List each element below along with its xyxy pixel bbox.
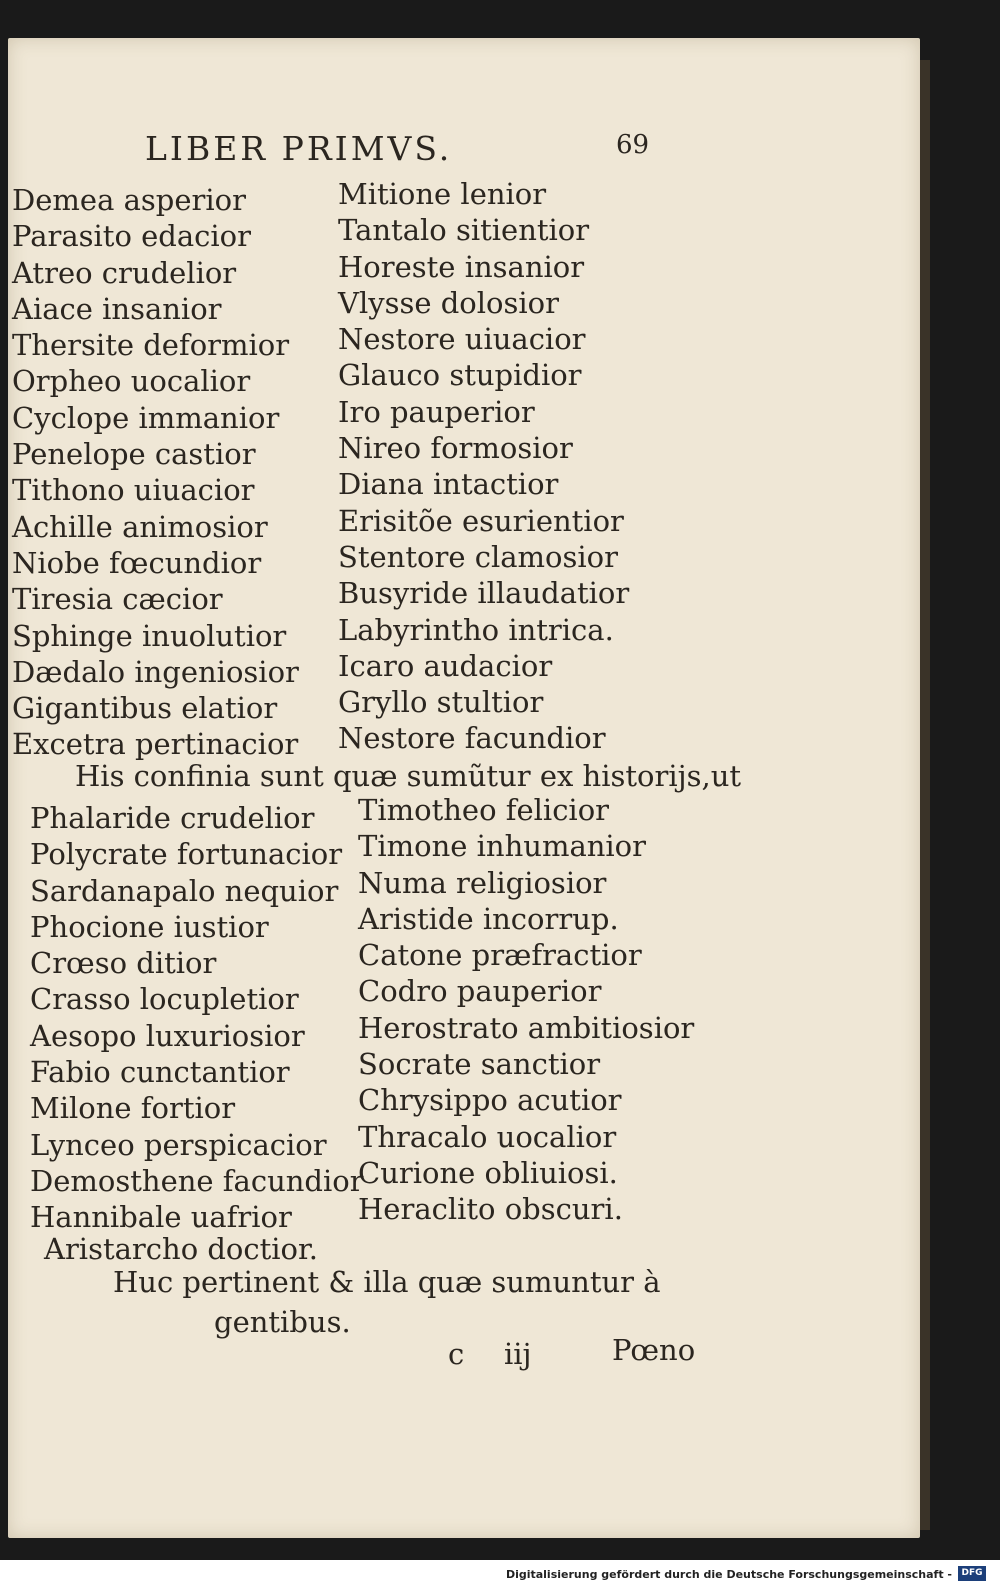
list-item: Phocione iustior xyxy=(30,909,269,944)
page-edge xyxy=(920,60,930,1530)
list-item: Diana intactior xyxy=(338,467,559,502)
list-item: Aiace insanior xyxy=(12,291,222,326)
left-column xyxy=(12,182,299,763)
list-item: Sardanapalo nequior xyxy=(30,873,339,908)
list-item: Icaro audacior xyxy=(338,648,553,683)
list-item: Sphinge inuolutior xyxy=(12,618,287,653)
folio-number: 69 xyxy=(616,130,650,160)
left-column-2 xyxy=(30,800,364,1236)
list-item: Milone fortior xyxy=(30,1091,236,1126)
list-item: Horeste insanior xyxy=(338,249,585,284)
list-item: Phalaride crudelior xyxy=(30,801,315,835)
list-item: Erisitõe esurientior xyxy=(338,503,624,538)
list-item: Gigantibus elatior xyxy=(12,691,278,726)
list-item: Stentore clamosior xyxy=(338,539,618,574)
list-item: Cyclope immanior xyxy=(12,400,280,435)
dfg-logo: DFG xyxy=(958,1566,986,1581)
list-item: Tantalo sitientior xyxy=(338,213,590,248)
list-item: Nestore facundior xyxy=(338,721,606,756)
list-item: Iro pauperior xyxy=(338,394,535,429)
list-item: Chrysippo acutior xyxy=(358,1083,622,1118)
last-entry: Aristarcho doctior. xyxy=(44,1232,318,1266)
list-item: Busyride illaudatior xyxy=(338,576,630,611)
list-item: Orpheo uocalior xyxy=(12,364,251,399)
list-item: Tithono uiuacior xyxy=(12,473,255,508)
list-item: Timone inhumanior xyxy=(358,829,647,864)
signature-number: iij xyxy=(504,1337,532,1371)
list-item: Achille animosior xyxy=(12,509,268,544)
list-item: Penelope castior xyxy=(12,437,256,472)
footer-bar xyxy=(0,1560,1000,1589)
list-item: Lynceo perspicacior xyxy=(30,1127,327,1162)
list-item: Thersite deformior xyxy=(12,328,290,363)
list-item: Polycrate fortunacior xyxy=(30,837,343,872)
right-column-2 xyxy=(358,792,694,1228)
list-item: Crœso ditior xyxy=(30,946,217,981)
list-item: Heraclito obscuri. xyxy=(358,1192,623,1227)
list-item: Gryllo stultior xyxy=(338,685,544,720)
closing-line-2: gentibus. xyxy=(214,1305,351,1339)
list-item: Aristide incorrup. xyxy=(358,901,619,936)
list-item: Fabio cunctantior xyxy=(30,1055,290,1090)
list-item: Nireo formosior xyxy=(338,431,573,466)
list-item: Niobe fœcundior xyxy=(12,545,262,580)
running-title: LIBER PRIMVS. xyxy=(145,129,453,168)
list-item: Catone præfractior xyxy=(358,938,642,973)
signature-letter: c xyxy=(448,1337,465,1371)
list-item: Nestore uiuacior xyxy=(338,322,586,357)
catchword: Pœno xyxy=(612,1333,696,1367)
list-item: Tiresia cæcior xyxy=(12,582,223,617)
list-item: Herostrato ambitiosior xyxy=(358,1010,695,1045)
closing-line: Huc pertinent & illa quæ sumuntur à xyxy=(113,1265,661,1299)
section-heading: His confinia sunt quæ sumũtur ex historijs,ut xyxy=(75,759,742,793)
list-item: Thracalo uocalior xyxy=(358,1119,617,1154)
list-item: Dædalo ingeniosior xyxy=(12,654,299,689)
list-item: Vlysse dolosior xyxy=(338,285,559,320)
list-item: Curione obliuiosi. xyxy=(358,1155,618,1190)
list-item: Demea asperior xyxy=(12,183,246,217)
list-item: Atreo crudelior xyxy=(12,255,237,290)
list-item: Labyrintho intrica. xyxy=(338,612,614,647)
list-item: Excetra pertinacior xyxy=(12,727,299,762)
list-item: Mitione lenior xyxy=(338,177,547,211)
list-item: Aesopo luxuriosior xyxy=(30,1018,305,1053)
list-item: Numa religiosior xyxy=(358,865,607,900)
footer-credit: Digitalisierung gefördert durch die Deutsche Forschungsgemeinschaft - xyxy=(505,1568,952,1581)
list-item: Parasito edacior xyxy=(12,219,251,254)
list-item: Hannibale uafrior xyxy=(30,1200,292,1235)
list-item: Socrate sanctior xyxy=(358,1047,601,1082)
list-item: Glauco stupidior xyxy=(338,358,582,393)
right-column xyxy=(338,176,629,757)
list-item: Demosthene facundior xyxy=(30,1163,364,1198)
list-item: Codro pauperior xyxy=(358,974,602,1009)
list-item: Crasso locupletior xyxy=(30,982,299,1017)
list-item: Timotheo felicior xyxy=(358,793,610,827)
